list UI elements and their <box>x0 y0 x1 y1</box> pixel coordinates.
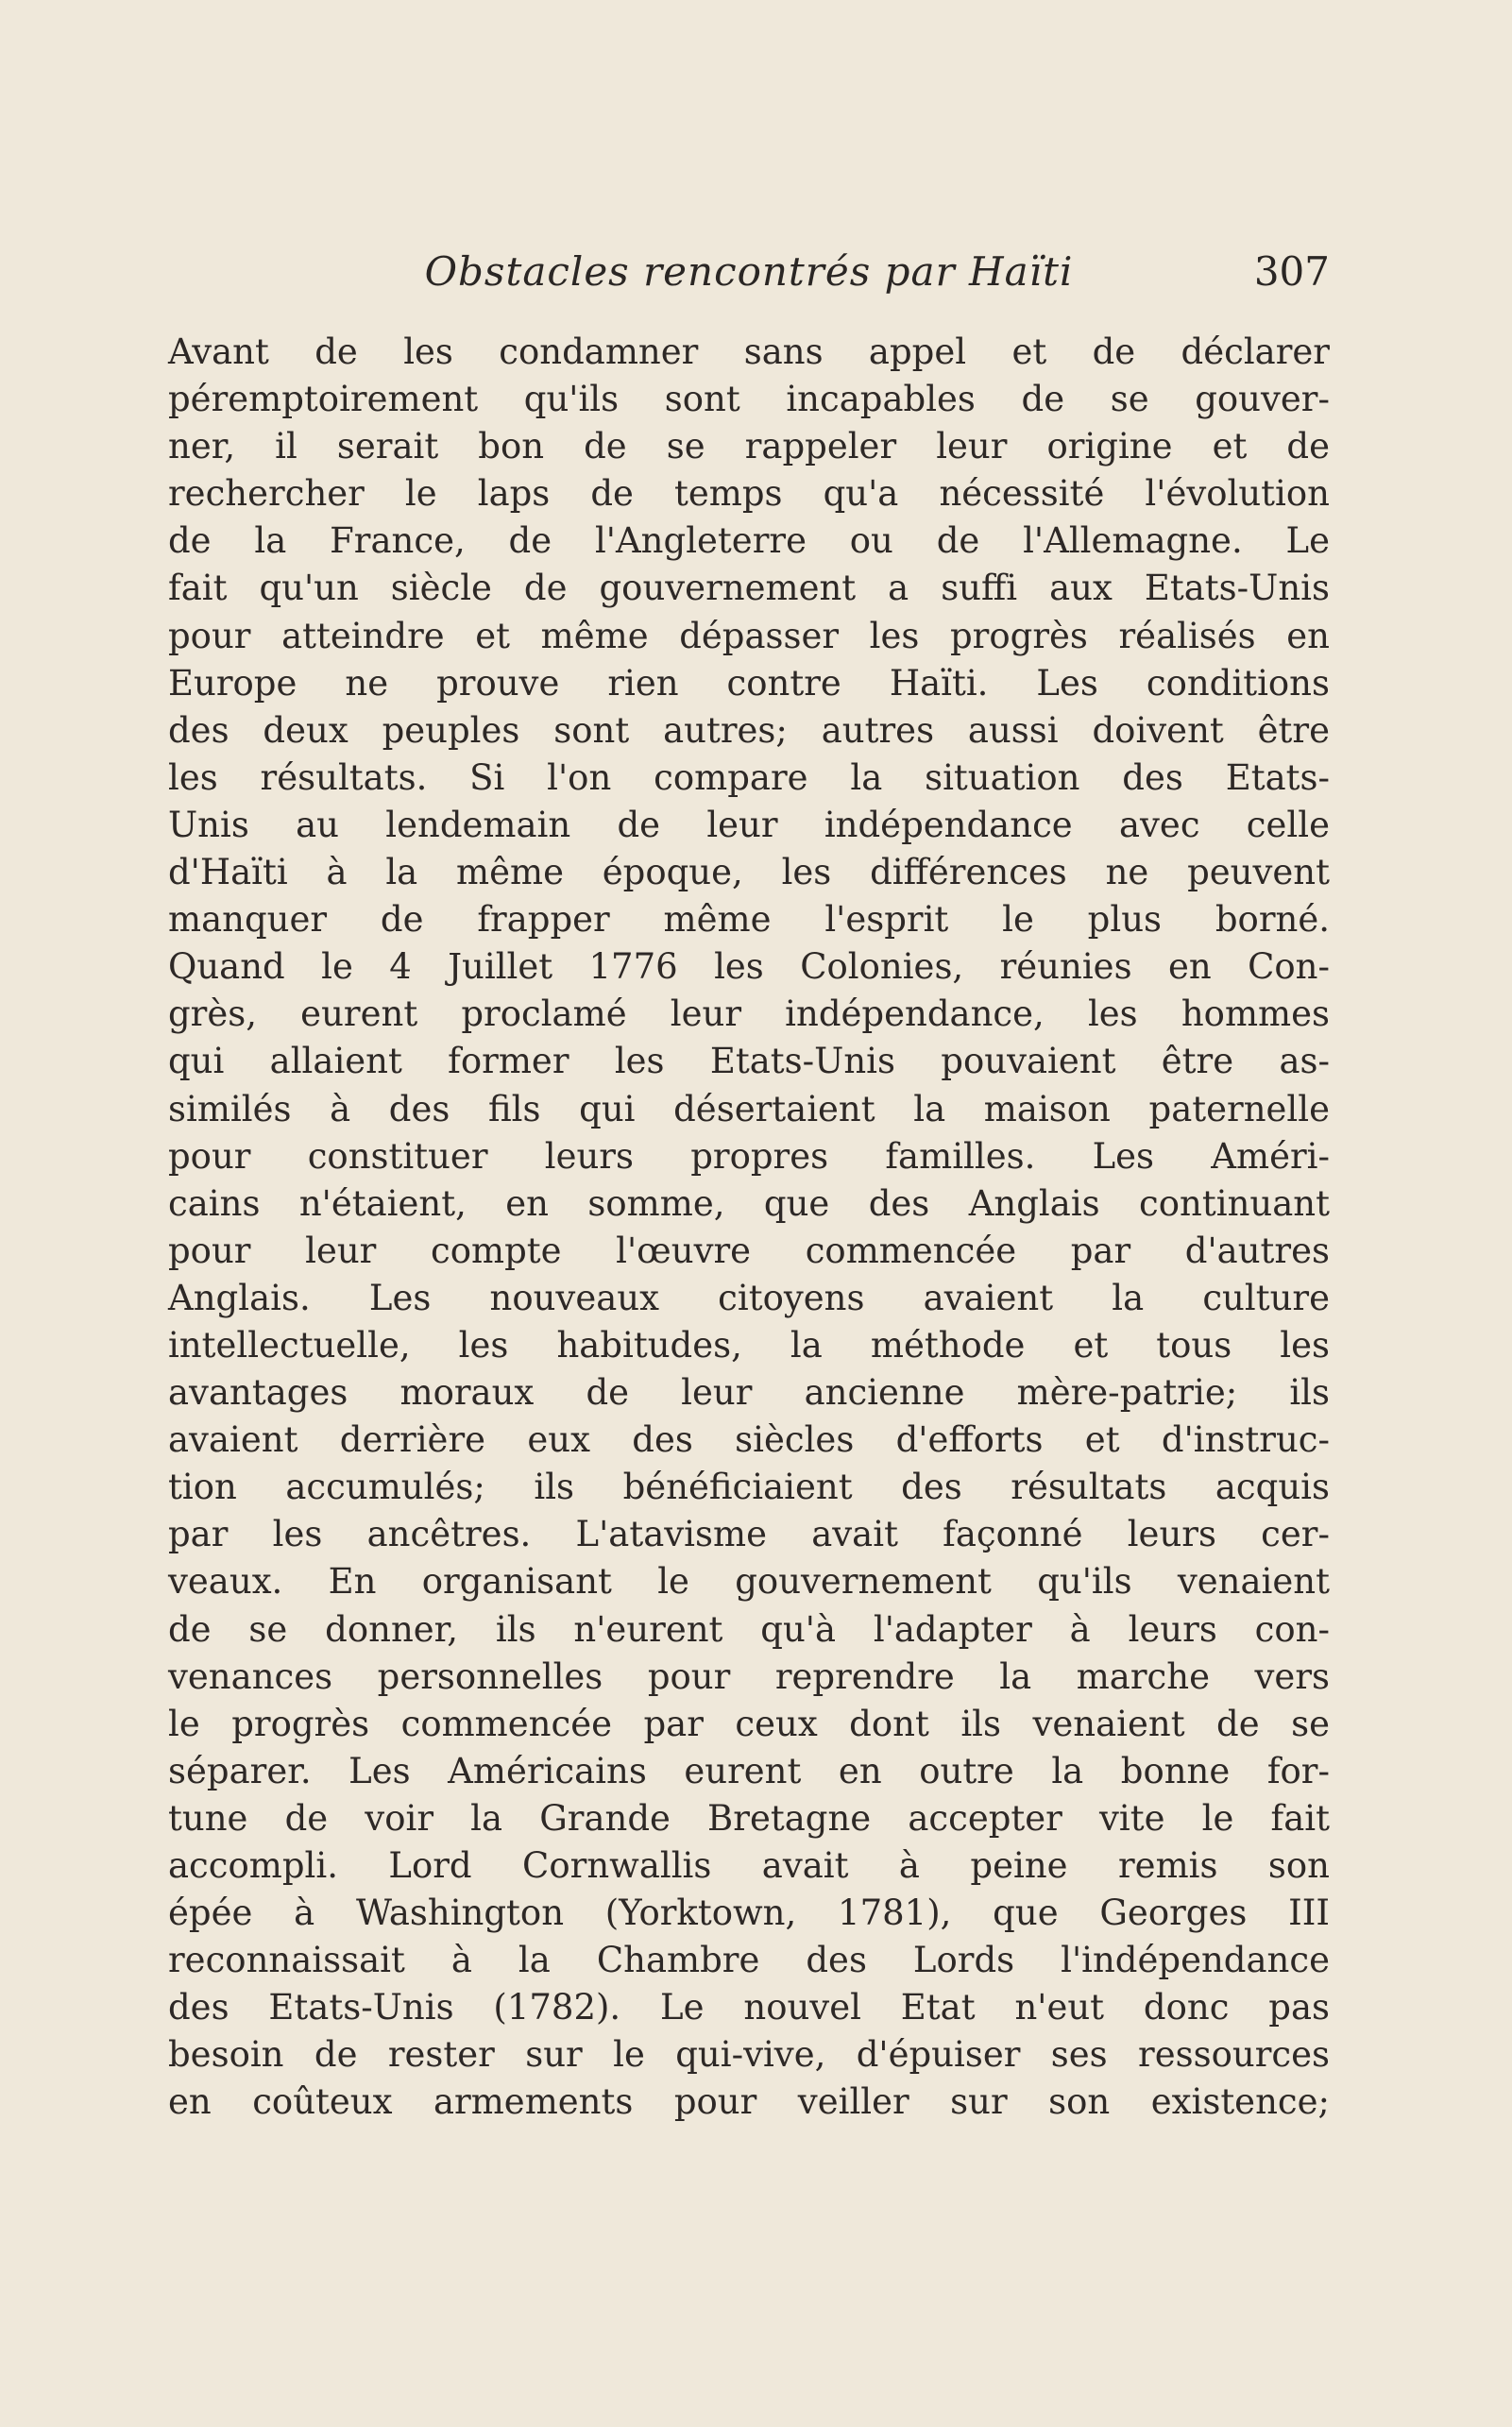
text-line: Quand le 4 Juillet 1776 les Colonies, réunies en Con- <box>168 946 1330 988</box>
text-line: tion accumulés; ils bénéficiaient des résultats acquis <box>168 1467 1330 1508</box>
text-line: pour constituer leurs propres familles. Les Améri- <box>168 1135 1330 1177</box>
text-line: veaux. En organisant le gouvernement qu'ils venaient <box>168 1561 1330 1603</box>
page-number: 307 <box>1253 248 1330 295</box>
text-line: tune de voir la Grande Bretagne accepter vite le fait <box>168 1797 1330 1839</box>
text-line: de se donner, ils n'eurent qu'à l'adapter à leurs con- <box>168 1608 1330 1650</box>
text-line: le progrès commencée par ceux dont ils venaient de se <box>168 1703 1330 1744</box>
text-line: avaient derrière eux des siècles d'efforts et d'instruc- <box>168 1419 1330 1461</box>
text-line: intellectuelle, les habitudes, la méthode et tous les <box>168 1324 1330 1366</box>
text-line: grès, eurent proclamé leur indépendance, les hommes <box>168 993 1330 1035</box>
text-line: rechercher le laps de temps qu'a nécessité l'évolution <box>168 473 1330 515</box>
text-line: Europe ne prouve rien contre Haïti. Les conditions <box>168 662 1330 704</box>
text-line: fait qu'un siècle de gouvernement a suffi aux Etats-Unis <box>168 568 1330 609</box>
running-header <box>168 244 1330 300</box>
text-line: cains n'étaient, en somme, que des Anglais continuant <box>168 1182 1330 1224</box>
text-line: pour atteindre et même dépasser les progrès réalisés en <box>168 615 1330 656</box>
text-line: de la France, de l'Angleterre ou de l'Allemagne. Le <box>168 520 1330 562</box>
text-line: séparer. Les Américains eurent en outre la bonne for- <box>168 1750 1330 1791</box>
text-line: besoin de rester sur le qui-vive, d'épuiser ses ressources <box>168 2034 1330 2076</box>
text-line: les résultats. Si l'on compare la situation des Etats- <box>168 756 1330 798</box>
text-line: péremptoirement qu'ils sont incapables de se gouver- <box>168 379 1330 420</box>
text-line: d'Haïti à la même époque, les différences ne peuvent <box>168 852 1330 893</box>
text-line: ner, il serait bon de se rappeler leur origine et de <box>168 426 1330 467</box>
text-line: manquer de frapper même l'esprit le plus borné. <box>168 899 1330 941</box>
text-line: Unis au lendemain de leur indépendance avec celle <box>168 804 1330 845</box>
text-line: Anglais. Les nouveaux citoyens avaient la culture <box>168 1277 1330 1318</box>
text-line: reconnaissait à la Chambre des Lords l'indépendance <box>168 1940 1330 1981</box>
text-line: similés à des fils qui désertaient la maison paternelle <box>168 1088 1330 1129</box>
text-line: pour leur compte l'œuvre commencée par d'autres <box>168 1230 1330 1271</box>
text-line: venances personnelles pour reprendre la marche vers <box>168 1655 1330 1697</box>
text-line: des Etats-Unis (1782). Le nouvel Etat n'eut donc pas <box>168 1987 1330 2028</box>
text-line: des deux peuples sont autres; autres aussi doivent être <box>168 709 1330 751</box>
running-title: Obstacles rencontrés par Haïti <box>424 248 1074 295</box>
text-line: qui allaient former les Etats-Unis pouvaient être as- <box>168 1041 1330 1082</box>
text-line: accompli. Lord Cornwallis avait à peine remis son <box>168 1845 1330 1886</box>
text-line: Avant de les condamner sans appel et de déclarer <box>168 331 1330 372</box>
text-line: avantages moraux de leur ancienne mère-patrie; ils <box>168 1372 1330 1414</box>
text-line: épée à Washington (Yorktown, 1781), que Georges III <box>168 1892 1330 1934</box>
text-line: en coûteux armements pour veiller sur son existence; <box>168 2081 1330 2123</box>
body-text <box>168 329 1330 2127</box>
text-line: par les ancêtres. L'atavisme avait façonné leurs cer- <box>168 1514 1330 1555</box>
